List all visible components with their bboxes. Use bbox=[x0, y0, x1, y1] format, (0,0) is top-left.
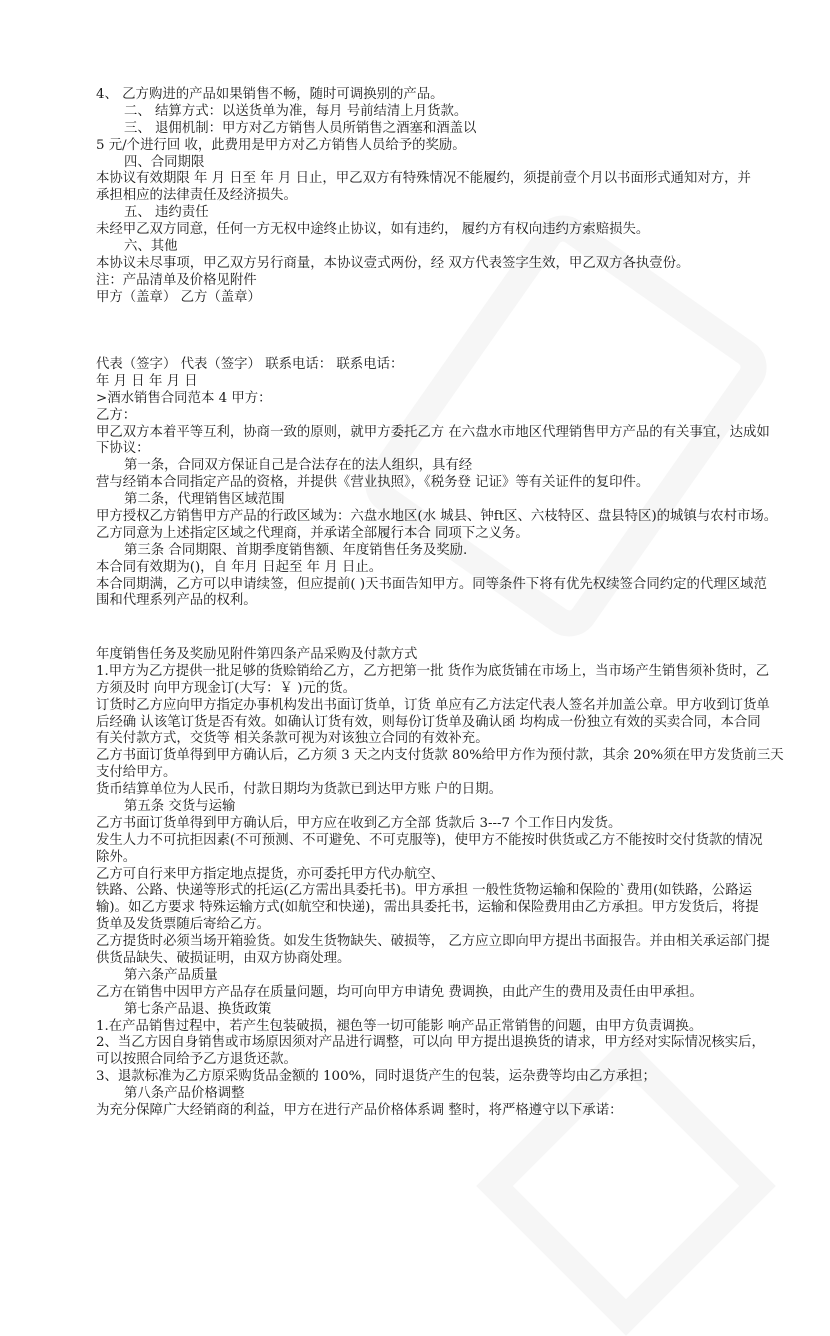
paragraph-line: 2、当乙方因自身销售或市场原因须对产品进行调整，可以向 甲方提出退换货的请求，甲方经对实际情况核实后， bbox=[96, 1035, 765, 1051]
paragraph-line: 输)。如乙方要求 特殊运输方式(如航空和快递)，需出具委托书，运输和保险费用由乙方承担。甲方发货后，将提 bbox=[96, 900, 759, 916]
paragraph-line: 5 元/个进行回 收，此费用是甲方对乙方销售人员给予的奖励。 bbox=[96, 137, 466, 153]
contract-section-articles-4-8 bbox=[96, 647, 796, 1120]
paragraph-line: 货币结算单位为人民币，付款日期均为货款已到达甲方账 户的日期。 bbox=[96, 782, 502, 798]
contract-section-signatures-and-template-4 bbox=[96, 357, 796, 610]
paragraph-line: 3、退款标准为乙方原采购货品金额的 100%，同时退货产生的包装，运杂费等均由乙方承担； bbox=[96, 1069, 656, 1085]
paragraph-line: 乙方： bbox=[96, 407, 137, 423]
section-heading-line: 第七条产品退、换货政策 bbox=[124, 1001, 272, 1017]
paragraph-line: 货单及发货票随后寄给乙方。 bbox=[96, 917, 271, 933]
section-heading-line: 二、 结算方式：以送货单为准，每月 号前结清上月货款。 bbox=[124, 103, 468, 119]
paragraph-line: 甲方（盖章） 乙方（盖章） bbox=[96, 289, 261, 305]
section-heading-line: 四、合同期限 bbox=[124, 154, 205, 170]
paragraph-line: 乙方提货时必须当场开箱验货。如发生货物缺失、破损等， 乙方应立即向甲方提出书面报告。并由相关承运部门提 bbox=[96, 934, 770, 950]
contract-section-terms-end bbox=[96, 87, 796, 307]
paragraph-line: 乙方书面订货单得到甲方确认后，乙方须 3 天之内支付货款 80%给甲方作为预付款，其余 20%须在甲方发货前三天 bbox=[96, 748, 784, 764]
paragraph-line: 除外。 bbox=[96, 849, 137, 865]
paragraph-line: 本合同期满，乙方可以申请续签，但应提前( )天书面告知甲方。同等条件下将有优先权续签合同约定的代理区域范 bbox=[96, 576, 767, 592]
section-heading-line: 第五条 交货与运输 bbox=[124, 799, 236, 815]
paragraph-line: 承担相应的法律责任及经济损失。 bbox=[96, 188, 297, 204]
paragraph-line: 1.在产品销售过程中，若产生包装破损，褪色等一切可能影 响产品正常销售的问题，由甲方负责调换。 bbox=[96, 1018, 703, 1034]
paragraph-line: 未经甲乙双方同意，任何一方无权中途终止协议，如有违约， 履约方有权向违约方索赔损失。 bbox=[96, 222, 650, 238]
paragraph-line: 发生人力不可抗拒因素(不可预测、不可避免、不可克服等)，使甲方不能按时供货或乙方不能按时交付货款的情况 bbox=[96, 832, 763, 848]
paragraph-line: 本协议未尽事项，甲乙双方另行商量，本协议壹式两份，经 双方代表签字生效，甲乙双方各执壹份。 bbox=[96, 255, 690, 271]
paragraph-line: 乙方在销售中因甲方产品存在质量问题，均可向甲方申请免 费调换，由此产生的费用及责任由甲承担。 bbox=[96, 984, 703, 1000]
paragraph-line: 4、 乙方购进的产品如果销售不畅，随时可调换别的产品。 bbox=[96, 87, 444, 102]
section-heading-line: 五、 违约责任 bbox=[124, 205, 209, 221]
section-heading-line: 三、 退佣机制：甲方对乙方销售人员所销售之酒塞和酒盖以 bbox=[124, 120, 477, 136]
paragraph-line: 1.甲方为乙方提供一批足够的货赊销给乙方，乙方把第一批 货作为底货铺在市场上，当市场产生销售须补货时，乙 bbox=[96, 663, 770, 679]
paragraph-line: 铁路、公路、快递等形式的托运(乙方需出具委托书)。甲方承担 一般性货物运输和保险的`费用(如铁路，公路运 bbox=[96, 883, 752, 899]
section-heading-line: 六、其他 bbox=[124, 239, 178, 255]
paragraph-line: >酒水销售合同范本 4 甲方： bbox=[96, 390, 272, 406]
paragraph-line: 下协议： bbox=[96, 441, 150, 457]
paragraph-line: 有关付款方式，交货等 相关条款可视为对该独立合同的有效补充。 bbox=[96, 731, 489, 747]
paragraph-line: 甲方授权乙方销售甲方产品的行政区域为：六盘水地区(水 城县、钟ft区、六枝特区、盘县特区)的城镇与农村市场。 bbox=[96, 509, 778, 525]
section-heading-line: 第八条产品价格调整 bbox=[124, 1086, 245, 1102]
paragraph-line: 营与经销本合同指定产品的资格，并提供《营业执照》，《税务登 记证》等有关证件的复印件。 bbox=[96, 475, 650, 491]
paragraph-line: 为充分保障广大经销商的利益，甲方在进行产品价格体系调 整时，将严格遵守以下承诺： bbox=[96, 1103, 623, 1119]
paragraph-line: 乙方可自行来甲方指定地点提货，亦可委托甲方代办航空、 bbox=[96, 866, 445, 882]
paragraph-line: 支付给甲方。 bbox=[96, 765, 177, 781]
paragraph-line: 乙方同意为上述指定区域之代理商，并承诺全部履行本合 同项下之义务。 bbox=[96, 525, 529, 541]
section-heading-line: 第六条产品质量 bbox=[124, 967, 218, 983]
paragraph-line: 年度销售任务及奖励见附件第四条产品采购及付款方式 bbox=[96, 647, 418, 662]
paragraph-line: 可以按照合同给予乙方退货还款。 bbox=[96, 1052, 297, 1068]
section-heading-line: 第一条，合同双方保证自己是合法存在的法人组织，具有经 bbox=[124, 458, 473, 474]
section-heading-line: 第三条 合同期限、首期季度销售额、年度销售任务及奖励. bbox=[124, 542, 468, 558]
paragraph-line: 甲乙双方本着平等互利，协商一致的原则，就甲方委托乙方 在六盘水市地区代理销售甲方产品的有关事宜，达成如 bbox=[96, 424, 770, 440]
paragraph-line: 本合同有效期为()，自 年月 日起至 年 月 日止。 bbox=[96, 559, 383, 575]
paragraph-line: 乙方书面订货单得到甲方确认后，甲方应在收到乙方全部 货款后 3---7 个工作日内发货。 bbox=[96, 815, 622, 831]
paragraph-line: 代表（签字） 代表（签字） 联系电话： 联系电话： bbox=[96, 357, 404, 372]
paragraph-line: 供货品缺失、破损证明，由双方协商处理。 bbox=[96, 951, 351, 967]
paragraph-line: 围和代理系列产品的权利。 bbox=[96, 593, 257, 609]
paragraph-line: 注：产品清单及价格见附件 bbox=[96, 272, 257, 288]
paragraph-line: 本协议有效期限 年 月 日至 年 月 日止，甲乙双方有特殊情况不能履约，须提前壹个月以书面形式通知对方，并 bbox=[96, 171, 751, 187]
paragraph-line: 后经确 认该笔订货是否有效。如确认订货有效，则每份订货单及确认函 均构成一份独立有效的买卖合同，本合同 bbox=[96, 714, 761, 730]
paragraph-line: 订货时乙方应向甲方指定办事机构发出书面订货单，订货 单应有乙方法定代表人签名并加盖公章。甲方收到订货单 bbox=[96, 697, 770, 713]
paragraph-line: 方须及时 向甲方现金订(大写：￥ )元的货。 bbox=[96, 680, 356, 696]
section-heading-line: 第二条，代理销售区域范围 bbox=[124, 492, 285, 508]
paragraph-line: 年 月 日 年 月 日 bbox=[96, 373, 198, 389]
